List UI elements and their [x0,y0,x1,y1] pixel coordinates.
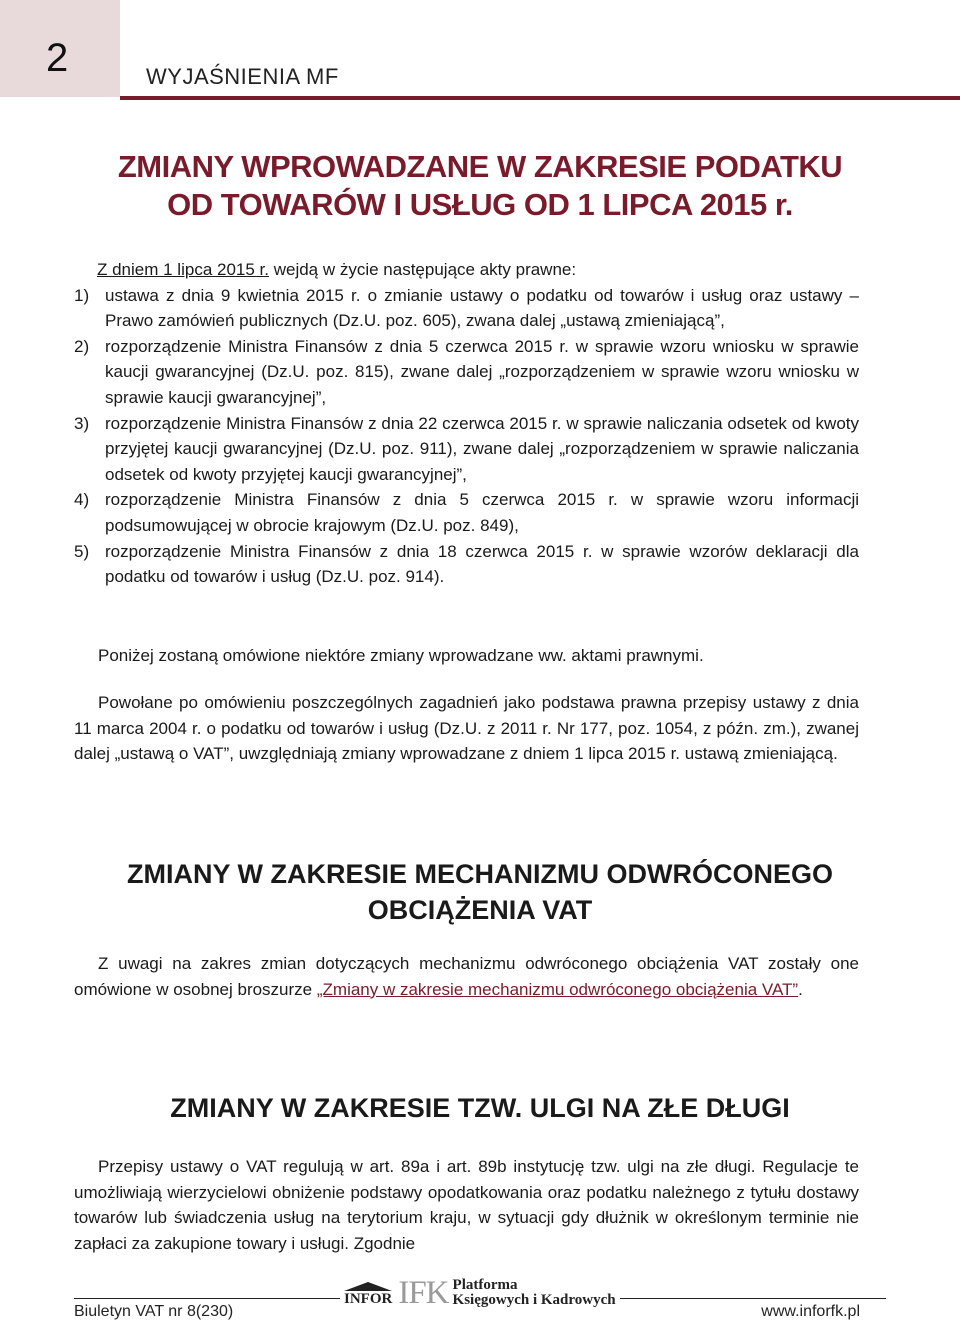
page-title [74,148,886,224]
infor-logo-text: INFOR [344,1290,393,1307]
intro-lead-rest: wejdą w życie następujące akty prawne: [268,260,577,279]
footer-website-link[interactable]: www.inforfk.pl [761,1303,860,1320]
brochure-link[interactable]: „Zmiany w zakresie mechanizmu odwróconego obciążenia VAT” [316,979,799,999]
list-item [74,487,859,538]
section-2-paragraph [74,1154,859,1256]
header-rule [120,96,960,100]
list-item-number: 2) [74,336,90,356]
platform-name-line-1: Platforma [452,1277,518,1293]
list-item-text: rozporządzenie Ministra Finansów z dnia 22 czerwca 2015 r. w sprawie naliczania odsetek od kwoty przyjętej kaucji gwarancyjnej (Dz.U. poz. 911), zwane dalej „rozporządzeniem w sprawie naliczania odsetek od kwoty przyjętej kaucji gwarancyjnej”, [105,413,859,484]
infor-arrow-icon [344,1282,392,1291]
infor-logo [344,1282,392,1305]
list-item-text: rozporządzenie Ministra Finansów z dnia 5 czerwca 2015 r. w sprawie wzoru informacji podsumowującej w obrocie krajowym (Dz.U. poz. 849), [105,490,859,535]
section-2-text: Przepisy ustawy o VAT regulują w art. 89a i art. 89b instytucję tzw. ulgi na złe długi. Regulacje te umożliwiają wierzycielowi obniżenie podstawy opodatkowania oraz podatku należnego z tytułu dostawy towarów lub świadczenia usług na terytorium kraju, w sytuacji gdy dłużnik w określonym terminie nie zapłaci za zakupione towary i usługi. Zgodnie [74,1157,859,1253]
platform-name [453,1278,616,1308]
section-1-paragraph [74,951,859,1002]
page-number: 2 [46,36,69,80]
footer-publication: Biuletyn VAT nr 8(230) [74,1303,234,1320]
platform-name-line-2: Księgowych i Kadrowych [452,1292,616,1308]
list-item-text: ustawa z dnia 9 kwietnia 2015 r. o zmianie ustawy o podatku od towarów i usług oraz ustawy – Prawo zamówień publicznych (Dz.U. poz. 605), zwana dalej „ustawą zmieniającą”, [105,285,859,331]
section-1-text [74,951,859,1002]
intro-lead [74,257,859,283]
list-item-text: rozporządzenie Ministra Finansów z dnia 18 czerwca 2015 r. w sprawie wzorów deklaracji dla podatku od towarów i usług (Dz.U. poz. 914). [105,541,859,587]
intro-date-link[interactable]: Z dniem 1 lipca 2015 r. [97,260,269,279]
page-title-line-2: OD TOWARÓW I USŁUG OD 1 LIPCA 2015 r. [167,187,793,222]
list-item-number: 4) [74,490,90,510]
section-1-heading [74,856,886,928]
infor-ifk-logo [340,1276,620,1310]
acts-list [74,283,859,590]
paragraph-2 [74,690,859,767]
list-item [74,283,859,334]
list-item [74,411,859,488]
section-1-text-after: . [798,979,803,999]
section-1-text-before: Z uwagi na zakres zmian dotyczących mechanizmu odwróconego obciążenia VAT zostały one omówione w osobnej broszurze [74,954,859,999]
list-item-text: rozporządzenie Ministra Finansów z dnia 5 czerwca 2015 r. w sprawie wzoru wniosku w sprawie kaucji gwarancyjnej (Dz.U. poz. 815), zwane dalej „rozporządzeniem w sprawie wzoru wniosku w sprawie kaucji gwarancyjnej”, [105,336,859,407]
section-1-heading-line-2: OBCIĄŻENIA VAT [367,895,593,925]
section-label: WYJAŚNIENIA MF [146,64,339,89]
paragraph-2-text: Powołane po omówieniu poszczególnych zagadnień jako podstawa prawna przepisy ustawy z dnia 11 marca 2004 r. o podatku od towarów i usług (Dz.U. z 2011 r. Nr 177, poz. 1054, z późn. zm.), zwanej dalej „ustawą o VAT”, uwzględniają zmiany wprowadzane z dniem 1 lipca 2015 r. ustawą zmieniającą. [74,693,859,764]
list-item-number: 3) [74,413,90,433]
list-item-number: 1) [74,285,90,305]
list-item [74,539,859,590]
page-title-line-1: ZMIANY WPROWADZANE W ZAKRESIE PODATKU [117,149,843,184]
list-item-number: 5) [74,541,90,561]
list-item [74,334,859,411]
section-1-heading-line-1: ZMIANY W ZAKRESIE MECHANIZMU ODWRÓCONEGO [127,859,833,889]
intro-section [74,257,859,590]
section-2-heading: ZMIANY W ZAKRESIE TZW. ULGI NA ZŁE DŁUGI [170,1093,790,1123]
paragraph-1-text: Poniżej zostaną omówione niektóre zmiany wprowadzane ww. aktami prawnymi. [98,646,704,665]
ifk-logo-text: IFK [398,1275,449,1311]
paragraph-1 [74,643,859,669]
